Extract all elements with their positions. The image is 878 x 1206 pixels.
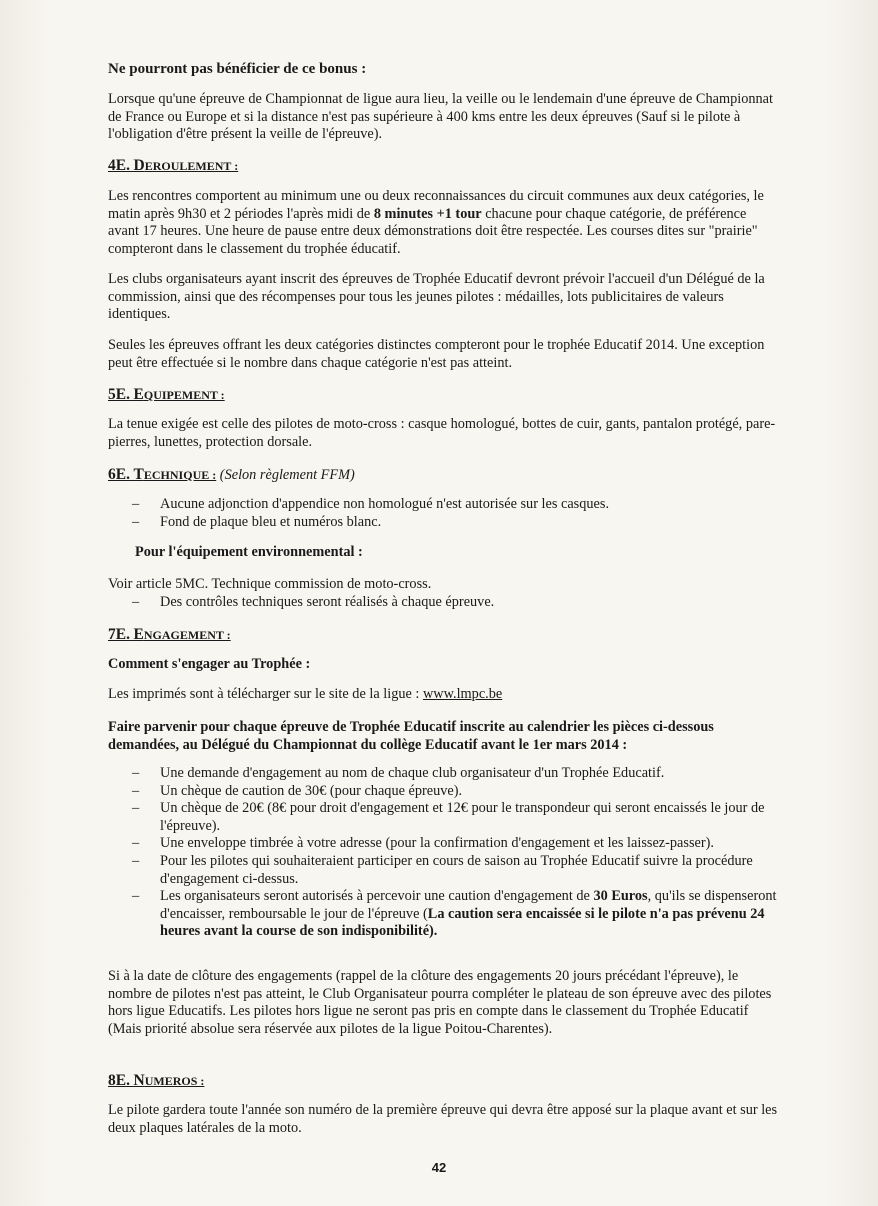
environment-title: Pour l'équipement environnemental : bbox=[135, 544, 363, 560]
list-item: – Une demande d'engagement au nom de chaque club organisateur d'un Trophée Educatif. bbox=[132, 765, 665, 781]
environment-text: Voir article 5MC. Technique commission de moto-cross. bbox=[108, 576, 432, 592]
list-item: – Les organisateurs seront autorisés à percevoir une caution d'engagement de 30 Euros, qu'ils se dispenseront d'encaisser, remboursable le jour de l'épreuve (La caution sera encaissée si le pilote n'a pas prévenu 24 heures avant la course de son indisponibilité). bbox=[132, 888, 777, 940]
list-item: – Un chèque de 20€ (8€ pour droit d'engagement et 12€ pour le transpondeur qui seront encaissés le jour de l'épreuve). bbox=[132, 800, 765, 834]
section-5-paragraph: La tenue exigée est celle des pilotes de moto-cross : casque homologué, bottes de cuir, gants, pantalon protégé, pare-pierres, lunettes, protection dorsale. bbox=[108, 416, 776, 450]
list-item: – Un chèque de caution de 30€ (pour chaque épreuve). bbox=[132, 782, 463, 799]
list-item: – Des contrôles techniques seront réalisés à chaque épreuve. bbox=[132, 594, 495, 610]
section-4-paragraph-2: Les clubs organisateurs ayant inscrit des épreuves de Trophée Educatif devront prévoir l'accueil d'un Délégué de la commission, ainsi que des récompenses pour tous les jeunes pilotes : médailles, lots publicitaires de valeurs identiques. bbox=[108, 271, 765, 323]
section-7-list bbox=[108, 765, 780, 941]
section-4-paragraph-1: Les rencontres comportent au minimum une ou deux reconnaissances du circuit communes aux deux catégories, le matin après 9h30 et 2 périodes l'après midi de 8 minutes +1 tour chacune pour chaque catégorie, de préférence avant 17 heures. Une heure de pause entre deux démonstrations doit être respectée. Les courses dites sur "prairie" compteront dans le classement du trophée éducatif. bbox=[108, 188, 764, 257]
list-item: – Aucune adjonction d'appendice non homologué n'est autorisée sur les casques. bbox=[132, 496, 610, 512]
download-text: Les imprimés sont à télécharger sur le site de la ligue : www.lmpc.be bbox=[108, 686, 503, 702]
page-number: 42 bbox=[431, 1160, 447, 1175]
section-8-paragraph: Le pilote gardera toute l'année son numéro de la première épreuve qui devra être apposé sur la plaque avant et sur les deux plaques latérales de la moto. bbox=[108, 1102, 778, 1136]
section-6-list bbox=[108, 496, 780, 531]
section-7-heading: 7E. ENGAGEMENT : bbox=[108, 626, 231, 643]
section-7-instructions: Faire parvenir pour chaque épreuve de Trophée Educatif inscrite au calendrier les pièces ci-dessous demandées, au Délégué du Championnat du collège Educatif avant le 1er mars 2014 : bbox=[108, 719, 714, 753]
list-item: – Pour les pilotes qui souhaiteraient participer en cours de saison au Trophée Educatif suivre la procédure d'engagement ci-dessus. bbox=[132, 852, 753, 887]
list-item: – Fond de plaque bleu et numéros blanc. bbox=[132, 513, 382, 530]
section-6-heading: 6E. TECHNIQUE : (Selon règlement FFM) bbox=[108, 466, 355, 483]
league-website-link[interactable]: www.lmpc.be bbox=[422, 686, 503, 702]
section-5-heading: 5E. EQUIPEMENT : bbox=[108, 386, 225, 403]
bonus-exclusion-paragraph: Lorsque qu'une épreuve de Championnat de ligue aura lieu, la veille ou le lendemain d'une épreuve de Championnat de France ou Europe et si la distance n'est pas supérieure à 400 kms entre les deux épreuves (Sauf si le pilote à l'obligation d'être présent la veille de l'épreuve). bbox=[108, 91, 773, 143]
section-4-paragraph-3: Seules les épreuves offrant les deux catégories distinctes compteront pour le trophée Educatif 2014. Une exception peut être effectuée si le nombre dans chaque catégorie n'est pas atteint. bbox=[108, 337, 765, 371]
section-7-subtitle: Comment s'engager au Trophée : bbox=[108, 656, 311, 672]
closing-paragraph: Si à la date de clôture des engagements (rappel de la clôture des engagements 20 jours précédant l'épreuve), le nombre de pilotes n'est pas atteint, le Club Organisateur pourra compléter le plateau de son épreuve avec des pilotes hors ligue Educatifs. Les pilotes hors ligue ne seront pas pris en compte dans le classement du Trophée Educatif (Mais priorité absolue sera réservée aux pilotes de la ligue Poitou-Charentes). bbox=[108, 968, 772, 1037]
list-item: – Une enveloppe timbrée à votre adresse (pour la confirmation d'engagement et les laissez-passer). bbox=[132, 835, 714, 852]
bonus-exclusion-title: Ne pourront pas bénéficier de ce bonus : bbox=[108, 61, 367, 77]
section-4-heading: 4E. DEROULEMENT : bbox=[108, 157, 239, 174]
environment-list bbox=[108, 594, 780, 612]
section-8-heading: 8E. NUMEROS : bbox=[108, 1072, 205, 1089]
